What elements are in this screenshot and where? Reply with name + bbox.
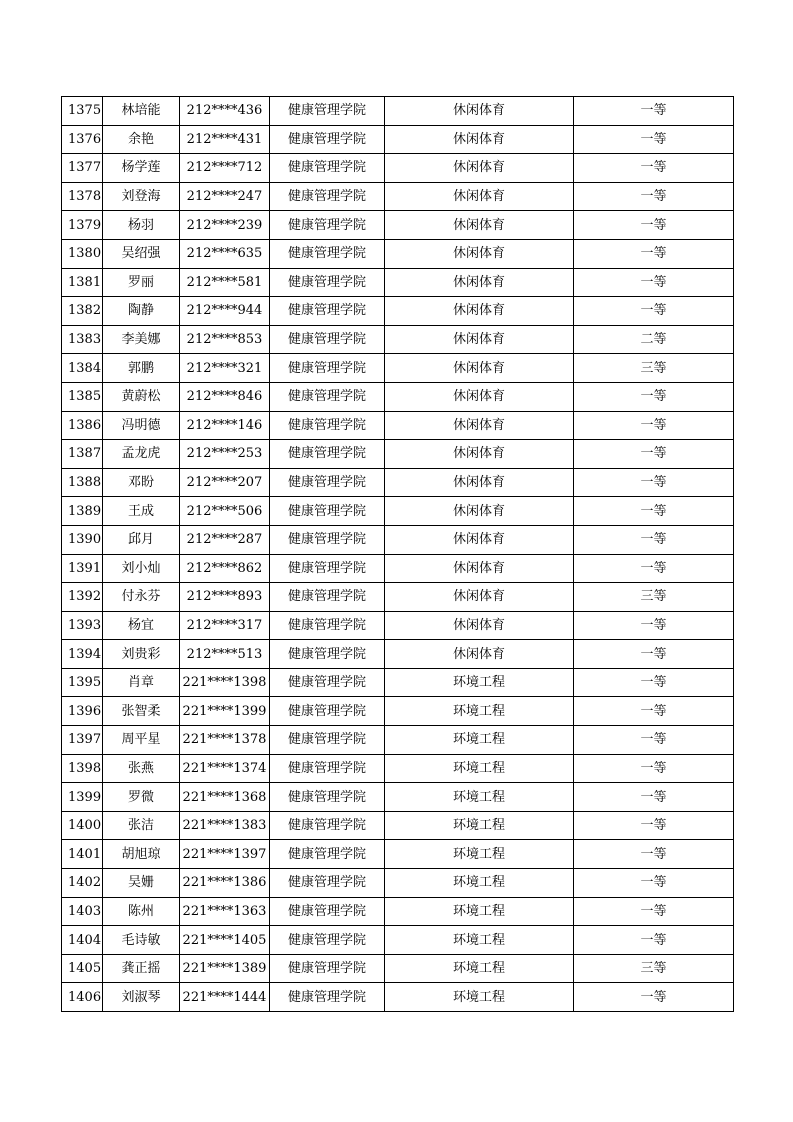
cell-name: 邓盼 <box>103 468 180 497</box>
cell-college: 健康管理学院 <box>270 297 385 326</box>
cell-number: 1392 <box>62 583 103 612</box>
cell-grade: 一等 <box>574 154 734 183</box>
cell-major: 环境工程 <box>385 783 574 812</box>
cell-name: 杨宜 <box>103 611 180 640</box>
cell-student-id: 212****513 <box>180 640 270 669</box>
cell-number: 1390 <box>62 525 103 554</box>
cell-student-id: 212****287 <box>180 525 270 554</box>
cell-name: 罗微 <box>103 783 180 812</box>
cell-grade: 一等 <box>574 897 734 926</box>
cell-college: 健康管理学院 <box>270 354 385 383</box>
cell-name: 余艳 <box>103 125 180 154</box>
cell-student-id: 221****1399 <box>180 697 270 726</box>
cell-major: 休闲体育 <box>385 497 574 526</box>
cell-name: 刘登海 <box>103 182 180 211</box>
cell-grade: 一等 <box>574 754 734 783</box>
cell-college: 健康管理学院 <box>270 268 385 297</box>
cell-student-id: 212****893 <box>180 583 270 612</box>
cell-grade: 一等 <box>574 840 734 869</box>
cell-name: 邱月 <box>103 525 180 554</box>
cell-grade: 一等 <box>574 268 734 297</box>
cell-college: 健康管理学院 <box>270 954 385 983</box>
table-row <box>62 382 734 411</box>
cell-number: 1378 <box>62 182 103 211</box>
cell-grade: 一等 <box>574 640 734 669</box>
cell-grade: 一等 <box>574 726 734 755</box>
cell-student-id: 212****436 <box>180 97 270 126</box>
cell-major: 休闲体育 <box>385 411 574 440</box>
cell-grade: 二等 <box>574 325 734 354</box>
cell-college: 健康管理学院 <box>270 783 385 812</box>
cell-name: 郭鹏 <box>103 354 180 383</box>
cell-grade: 一等 <box>574 869 734 898</box>
cell-name: 陈州 <box>103 897 180 926</box>
cell-number: 1397 <box>62 726 103 755</box>
cell-name: 刘淑琴 <box>103 983 180 1012</box>
cell-college: 健康管理学院 <box>270 468 385 497</box>
cell-student-id: 212****846 <box>180 382 270 411</box>
cell-grade: 一等 <box>574 382 734 411</box>
table-row <box>62 297 734 326</box>
cell-college: 健康管理学院 <box>270 411 385 440</box>
cell-major: 环境工程 <box>385 811 574 840</box>
cell-grade: 一等 <box>574 668 734 697</box>
cell-grade: 一等 <box>574 497 734 526</box>
data-table <box>61 96 734 1012</box>
cell-grade: 一等 <box>574 440 734 469</box>
cell-student-id: 212****506 <box>180 497 270 526</box>
cell-student-id: 212****247 <box>180 182 270 211</box>
cell-student-id: 212****635 <box>180 239 270 268</box>
cell-college: 健康管理学院 <box>270 983 385 1012</box>
table-row <box>62 525 734 554</box>
cell-number: 1406 <box>62 983 103 1012</box>
cell-grade: 一等 <box>574 783 734 812</box>
cell-number: 1402 <box>62 869 103 898</box>
table-row <box>62 239 734 268</box>
table-row <box>62 154 734 183</box>
table-row <box>62 926 734 955</box>
cell-name: 林培能 <box>103 97 180 126</box>
cell-student-id: 221****1405 <box>180 926 270 955</box>
cell-major: 环境工程 <box>385 668 574 697</box>
table-row <box>62 325 734 354</box>
table-row <box>62 125 734 154</box>
cell-student-id: 212****253 <box>180 440 270 469</box>
cell-grade: 一等 <box>574 554 734 583</box>
cell-name: 黄蔚松 <box>103 382 180 411</box>
cell-number: 1384 <box>62 354 103 383</box>
cell-major: 环境工程 <box>385 697 574 726</box>
cell-college: 健康管理学院 <box>270 726 385 755</box>
cell-number: 1376 <box>62 125 103 154</box>
cell-student-id: 212****317 <box>180 611 270 640</box>
cell-name: 陶静 <box>103 297 180 326</box>
cell-major: 休闲体育 <box>385 154 574 183</box>
cell-student-id: 212****944 <box>180 297 270 326</box>
cell-student-id: 221****1363 <box>180 897 270 926</box>
table-row <box>62 97 734 126</box>
cell-major: 休闲体育 <box>385 211 574 240</box>
cell-name: 王成 <box>103 497 180 526</box>
cell-student-id: 212****207 <box>180 468 270 497</box>
table-row <box>62 182 734 211</box>
cell-college: 健康管理学院 <box>270 668 385 697</box>
cell-college: 健康管理学院 <box>270 97 385 126</box>
cell-major: 环境工程 <box>385 983 574 1012</box>
cell-number: 1403 <box>62 897 103 926</box>
cell-major: 休闲体育 <box>385 97 574 126</box>
table-row <box>62 726 734 755</box>
cell-student-id: 221****1374 <box>180 754 270 783</box>
cell-student-id: 212****712 <box>180 154 270 183</box>
table-row <box>62 754 734 783</box>
cell-college: 健康管理学院 <box>270 382 385 411</box>
cell-grade: 一等 <box>574 983 734 1012</box>
cell-major: 环境工程 <box>385 926 574 955</box>
cell-number: 1379 <box>62 211 103 240</box>
cell-number: 1381 <box>62 268 103 297</box>
cell-student-id: 221****1378 <box>180 726 270 755</box>
cell-college: 健康管理学院 <box>270 211 385 240</box>
cell-grade: 一等 <box>574 125 734 154</box>
table-row <box>62 611 734 640</box>
cell-college: 健康管理学院 <box>270 154 385 183</box>
table-row <box>62 640 734 669</box>
cell-student-id: 212****862 <box>180 554 270 583</box>
cell-student-id: 221****1398 <box>180 668 270 697</box>
table-row <box>62 811 734 840</box>
cell-major: 休闲体育 <box>385 125 574 154</box>
cell-number: 1391 <box>62 554 103 583</box>
cell-major: 环境工程 <box>385 897 574 926</box>
cell-college: 健康管理学院 <box>270 325 385 354</box>
table-row <box>62 583 734 612</box>
table-row <box>62 954 734 983</box>
cell-student-id: 212****146 <box>180 411 270 440</box>
cell-major: 环境工程 <box>385 869 574 898</box>
table-row <box>62 497 734 526</box>
table-row <box>62 983 734 1012</box>
cell-college: 健康管理学院 <box>270 754 385 783</box>
cell-name: 胡旭琼 <box>103 840 180 869</box>
cell-name: 冯明德 <box>103 411 180 440</box>
cell-college: 健康管理学院 <box>270 583 385 612</box>
cell-grade: 一等 <box>574 211 734 240</box>
cell-college: 健康管理学院 <box>270 926 385 955</box>
cell-number: 1395 <box>62 668 103 697</box>
table-row <box>62 354 734 383</box>
cell-name: 李美娜 <box>103 325 180 354</box>
cell-name: 张燕 <box>103 754 180 783</box>
cell-name: 刘小灿 <box>103 554 180 583</box>
cell-major: 休闲体育 <box>385 297 574 326</box>
cell-grade: 一等 <box>574 811 734 840</box>
cell-grade: 一等 <box>574 697 734 726</box>
table-row <box>62 211 734 240</box>
cell-grade: 一等 <box>574 611 734 640</box>
cell-student-id: 212****431 <box>180 125 270 154</box>
cell-college: 健康管理学院 <box>270 525 385 554</box>
cell-number: 1405 <box>62 954 103 983</box>
cell-grade: 一等 <box>574 97 734 126</box>
table-row <box>62 554 734 583</box>
cell-number: 1388 <box>62 468 103 497</box>
cell-name: 杨学莲 <box>103 154 180 183</box>
cell-major: 环境工程 <box>385 840 574 869</box>
cell-major: 休闲体育 <box>385 583 574 612</box>
cell-name: 张智柔 <box>103 697 180 726</box>
cell-major: 环境工程 <box>385 754 574 783</box>
cell-college: 健康管理学院 <box>270 840 385 869</box>
table-row <box>62 697 734 726</box>
cell-grade: 一等 <box>574 297 734 326</box>
cell-college: 健康管理学院 <box>270 497 385 526</box>
cell-college: 健康管理学院 <box>270 440 385 469</box>
table-row <box>62 668 734 697</box>
cell-major: 休闲体育 <box>385 640 574 669</box>
table-row <box>62 268 734 297</box>
cell-college: 健康管理学院 <box>270 182 385 211</box>
cell-college: 健康管理学院 <box>270 640 385 669</box>
table-row <box>62 840 734 869</box>
cell-grade: 一等 <box>574 468 734 497</box>
cell-name: 孟龙虎 <box>103 440 180 469</box>
cell-name: 付永芬 <box>103 583 180 612</box>
cell-number: 1401 <box>62 840 103 869</box>
cell-major: 休闲体育 <box>385 525 574 554</box>
cell-college: 健康管理学院 <box>270 811 385 840</box>
table-row <box>62 783 734 812</box>
cell-major: 休闲体育 <box>385 611 574 640</box>
cell-name: 周平星 <box>103 726 180 755</box>
cell-student-id: 221****1389 <box>180 954 270 983</box>
cell-number: 1389 <box>62 497 103 526</box>
cell-major: 休闲体育 <box>385 239 574 268</box>
cell-name: 罗丽 <box>103 268 180 297</box>
cell-name: 龚正摇 <box>103 954 180 983</box>
cell-number: 1398 <box>62 754 103 783</box>
cell-number: 1400 <box>62 811 103 840</box>
cell-grade: 一等 <box>574 926 734 955</box>
cell-major: 环境工程 <box>385 726 574 755</box>
cell-student-id: 221****1397 <box>180 840 270 869</box>
cell-student-id: 212****239 <box>180 211 270 240</box>
cell-college: 健康管理学院 <box>270 125 385 154</box>
cell-college: 健康管理学院 <box>270 897 385 926</box>
cell-student-id: 212****321 <box>180 354 270 383</box>
cell-number: 1385 <box>62 382 103 411</box>
cell-name: 毛诗敏 <box>103 926 180 955</box>
cell-name: 杨羽 <box>103 211 180 240</box>
table-row <box>62 468 734 497</box>
cell-major: 环境工程 <box>385 954 574 983</box>
table-body <box>62 97 734 1012</box>
cell-major: 休闲体育 <box>385 468 574 497</box>
cell-student-id: 221****1444 <box>180 983 270 1012</box>
cell-major: 休闲体育 <box>385 382 574 411</box>
cell-student-id: 221****1386 <box>180 869 270 898</box>
cell-number: 1404 <box>62 926 103 955</box>
cell-number: 1386 <box>62 411 103 440</box>
cell-number: 1396 <box>62 697 103 726</box>
cell-grade: 一等 <box>574 411 734 440</box>
table-row <box>62 411 734 440</box>
document-page <box>61 96 733 1012</box>
cell-student-id: 221****1383 <box>180 811 270 840</box>
cell-grade: 三等 <box>574 354 734 383</box>
cell-number: 1380 <box>62 239 103 268</box>
cell-major: 休闲体育 <box>385 554 574 583</box>
cell-college: 健康管理学院 <box>270 869 385 898</box>
table-row <box>62 440 734 469</box>
cell-number: 1383 <box>62 325 103 354</box>
cell-number: 1394 <box>62 640 103 669</box>
cell-grade: 一等 <box>574 239 734 268</box>
cell-major: 休闲体育 <box>385 440 574 469</box>
table-row <box>62 897 734 926</box>
cell-college: 健康管理学院 <box>270 611 385 640</box>
cell-name: 吴姗 <box>103 869 180 898</box>
cell-name: 张洁 <box>103 811 180 840</box>
cell-name: 肖章 <box>103 668 180 697</box>
cell-grade: 三等 <box>574 583 734 612</box>
cell-college: 健康管理学院 <box>270 239 385 268</box>
cell-grade: 一等 <box>574 525 734 554</box>
cell-number: 1375 <box>62 97 103 126</box>
cell-major: 休闲体育 <box>385 268 574 297</box>
cell-student-id: 221****1368 <box>180 783 270 812</box>
cell-number: 1382 <box>62 297 103 326</box>
cell-major: 休闲体育 <box>385 182 574 211</box>
cell-major: 休闲体育 <box>385 354 574 383</box>
cell-college: 健康管理学院 <box>270 697 385 726</box>
table-row <box>62 869 734 898</box>
cell-number: 1399 <box>62 783 103 812</box>
cell-number: 1377 <box>62 154 103 183</box>
cell-student-id: 212****581 <box>180 268 270 297</box>
cell-grade: 一等 <box>574 182 734 211</box>
cell-grade: 三等 <box>574 954 734 983</box>
cell-student-id: 212****853 <box>180 325 270 354</box>
cell-name: 吴绍强 <box>103 239 180 268</box>
cell-major: 休闲体育 <box>385 325 574 354</box>
cell-name: 刘贵彩 <box>103 640 180 669</box>
cell-number: 1387 <box>62 440 103 469</box>
cell-college: 健康管理学院 <box>270 554 385 583</box>
cell-number: 1393 <box>62 611 103 640</box>
